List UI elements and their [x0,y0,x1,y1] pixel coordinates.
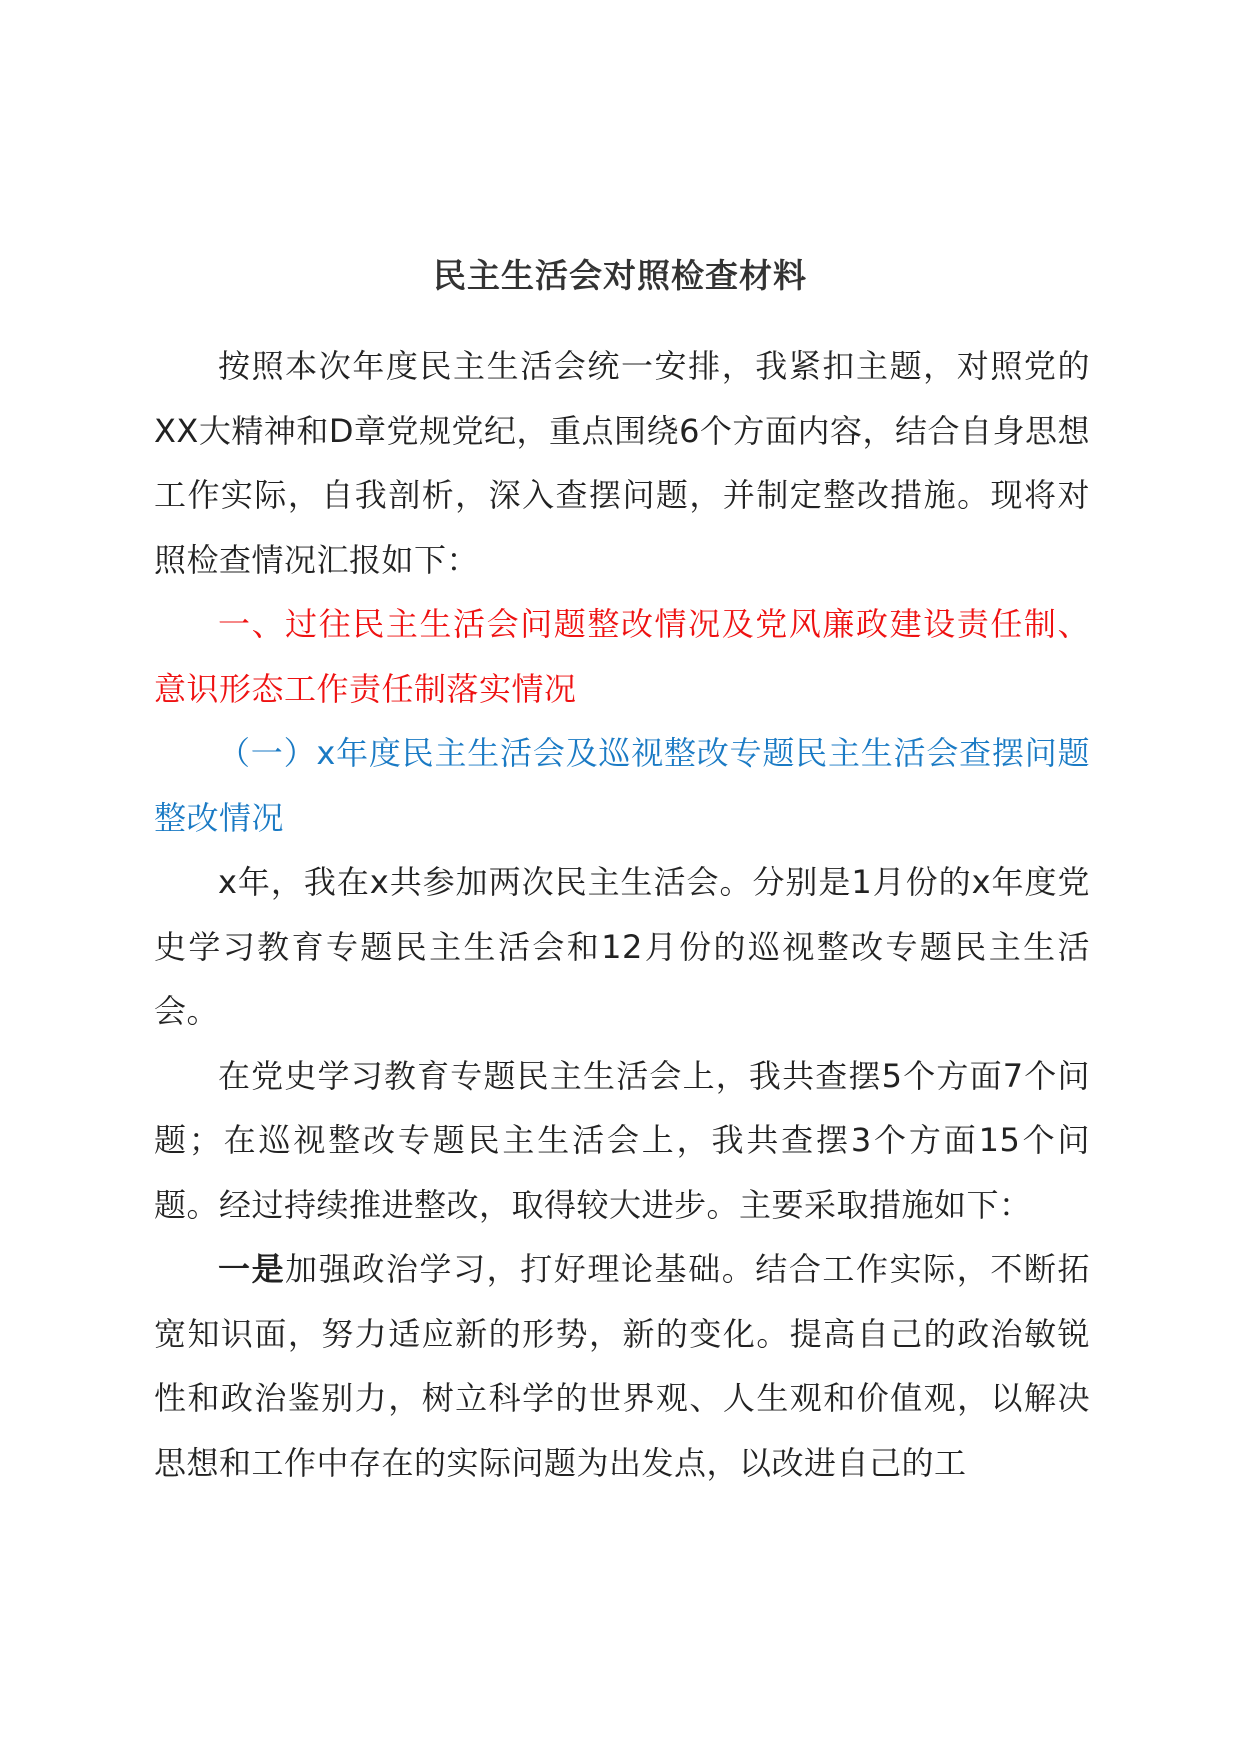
body-paragraph-2: 在党史学习教育专题民主生活会上，我共查摆5个方面7个问题；在巡视整改专题民主生活会上，我共查摆3个方面15个问题。经过持续推进整改，取得较大进步。主要采取措施如下： [154,1056,1090,1224]
body-paragraph-3 [154,1237,1090,1495]
paragraph-lead-bold: 一是 [218,1250,286,1288]
body-paragraph-1: x年，我在x共参加两次民主生活会。分别是1月份的x年度党史学习教育专题民主生活会和12月份的巡视整改专题民主生活会。 [154,863,1090,1030]
subsection-heading-1: （一）x年度民主生活会及巡视整改专题民主生活会查摆问题整改情况 [154,734,1090,837]
section-heading-1: 一、过往民主生活会问题整改情况及党风廉政建设责任制、意识形态工作责任制落实情况 [154,605,1090,708]
document-title: 民主生活会对照检查材料 [433,256,807,295]
document-body [154,334,1090,1495]
intro-paragraph: 按照本次年度民主生活会统一安排，我紧扣主题，对照党的XX大精神和D章党规党纪，重点围绕6个方面内容，结合自身思想工作实际，自我剖析，深入查摆问题，并制定整改措施。现将对照检查情况汇报如下： [154,347,1090,579]
paragraph-3-text: 加强政治学习，打好理论基础。结合工作实际，不断拓宽知识面，努力适应新的形势，新的变化。提高自己的政治敏锐性和政治鉴别力，树立科学的世界观、人生观和价值观，以解决思想和工作中存在的实际问题为出发点，以改进自己的工 [154,1250,1090,1482]
